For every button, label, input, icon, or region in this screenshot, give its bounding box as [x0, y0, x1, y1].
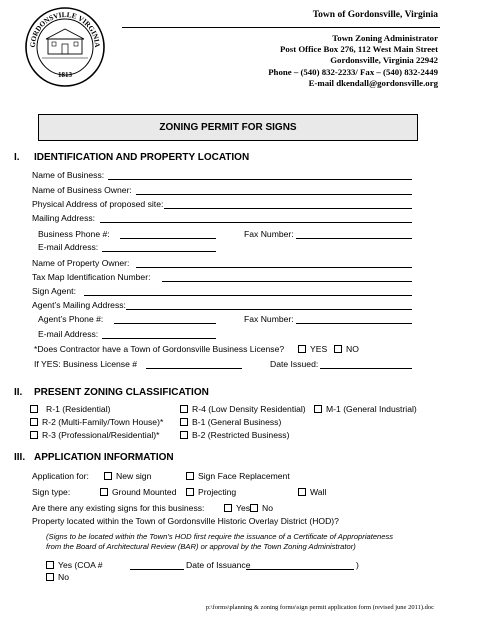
hod-note: (Signs to be located within the Town’s HOD first require the issuance of a Certificate of Appropriateness from the Board of Architectural Review (BAR) or approval by the Town Zoning Administrator): [46, 532, 394, 551]
contractor-no-option[interactable]: NO: [334, 344, 359, 354]
section-3-heading: III. APPLICATION INFORMATION: [14, 452, 174, 463]
property-owner-label: Name of Property Owner:: [32, 258, 130, 268]
date-issued-label: Date Issued:: [270, 359, 319, 369]
contractor-yes-option[interactable]: YES: [298, 344, 327, 354]
business-name-label: Name of Business:: [32, 170, 105, 180]
hod-no-option[interactable]: No: [46, 572, 69, 582]
checkbox[interactable]: [46, 573, 54, 581]
zoning-r3-option[interactable]: R-3 (Professional/Residential)*: [30, 430, 160, 440]
checkbox[interactable]: [30, 418, 38, 426]
property-owner-field[interactable]: [136, 267, 412, 268]
checkbox[interactable]: [180, 418, 188, 426]
checkbox[interactable]: [250, 504, 258, 512]
tax-map-label: Tax Map Identification Number:: [32, 272, 151, 282]
zoning-b2-option[interactable]: B-2 (Restricted Business): [180, 430, 289, 440]
physical-address-label: Physical Address of proposed site:: [32, 199, 164, 209]
contact-block: [268, 33, 438, 89]
fax-number-field[interactable]: [296, 238, 412, 239]
sign-agent-field[interactable]: [84, 295, 412, 296]
application-for-label: Application for:: [32, 471, 89, 481]
business-phone-field[interactable]: [120, 238, 216, 239]
checkbox[interactable]: [180, 405, 188, 413]
agent-phone-label: Agent’s Phone #:: [38, 314, 104, 324]
physical-address-field[interactable]: [164, 208, 412, 209]
contact-line: Phone – (540) 832-2233/ Fax – (540) 832-2449: [268, 66, 438, 77]
checkbox[interactable]: [46, 561, 54, 569]
contractor-question: *Does Contractor have a Town of Gordonsville Business License?: [34, 344, 285, 354]
mailing-address-label: Mailing Address:: [32, 213, 96, 223]
section-2-heading: II. PRESENT ZONING CLASSIFICATION: [14, 387, 209, 398]
agent-email-label: E-mail Address:: [38, 329, 99, 339]
zoning-b1-option[interactable]: B-1 (General Business): [180, 417, 281, 427]
date-of-issuance-field[interactable]: [246, 569, 354, 570]
zoning-r2-option[interactable]: R-2 (Multi-Family/Town House)*: [30, 417, 163, 427]
footer-file-path: p:\forms\planning & zoning forms\sign permit application form (revised june 2011).doc: [205, 604, 434, 611]
date-of-issuance-label: Date of Issuance: [186, 560, 251, 570]
header-rule: [122, 27, 440, 28]
checkbox[interactable]: [104, 472, 112, 480]
business-owner-label: Name of Business Owner:: [32, 185, 132, 195]
checkbox[interactable]: [30, 405, 38, 413]
checkbox[interactable]: [298, 345, 306, 353]
fax-number-label: Fax Number:: [244, 229, 294, 239]
agent-mailing-field[interactable]: [126, 309, 412, 310]
wall-option[interactable]: Wall: [298, 487, 326, 497]
projecting-option[interactable]: Projecting: [186, 487, 236, 497]
contact-line: Post Office Box 276, 112 West Main Street: [280, 44, 438, 55]
checkbox[interactable]: [314, 405, 322, 413]
mailing-address-field[interactable]: [100, 222, 412, 223]
sign-agent-label: Sign Agent:: [32, 286, 76, 296]
checkbox[interactable]: [186, 472, 194, 480]
agent-fax-field[interactable]: [296, 323, 412, 324]
hod-yes-option[interactable]: Yes (COA #: [46, 560, 103, 570]
business-license-label: If YES: Business License #: [34, 359, 138, 369]
face-replacement-option[interactable]: Sign Face Replacement: [186, 471, 290, 481]
tax-map-field[interactable]: [162, 281, 412, 282]
zoning-r4-option[interactable]: R-4 (Low Density Residential): [180, 404, 306, 414]
town-seal: [24, 6, 106, 88]
contact-line: E-mail dkendall@gordonsville.org: [308, 77, 438, 88]
contact-line: Town Zoning Administrator: [332, 33, 438, 43]
sign-type-label: Sign type:: [32, 487, 71, 497]
seal-ring-text: GORDONSVILLE VIRGINIA: [28, 10, 102, 48]
agent-phone-field[interactable]: [114, 323, 216, 324]
email-field[interactable]: [102, 251, 216, 252]
zoning-m1-option[interactable]: M-1 (General Industrial): [314, 404, 417, 414]
ground-mounted-option[interactable]: Ground Mounted: [100, 487, 177, 497]
business-license-field[interactable]: [146, 368, 242, 369]
agent-email-field[interactable]: [102, 338, 216, 339]
seal-year: 1813: [58, 71, 72, 79]
checkbox[interactable]: [30, 431, 38, 439]
checkbox[interactable]: [334, 345, 342, 353]
checkbox[interactable]: [224, 504, 232, 512]
agent-fax-label: Fax Number:: [244, 314, 294, 324]
section-1-heading: I. IDENTIFICATION AND PROPERTY LOCATION: [14, 152, 250, 163]
existing-yes-option[interactable]: Yes: [224, 503, 250, 513]
checkbox[interactable]: [180, 431, 188, 439]
business-owner-field[interactable]: [136, 194, 412, 195]
close-paren: ): [356, 560, 359, 570]
contact-line: Gordonsville, Virginia 22942: [330, 55, 438, 66]
existing-no-option[interactable]: No: [250, 503, 273, 513]
existing-signs-question: Are there any existing signs for this business:: [32, 503, 205, 513]
hod-question: Property located within the Town of Gordonsville Historic Overlay District (HOD)?: [32, 516, 339, 526]
coa-number-field[interactable]: [130, 569, 184, 570]
date-issued-field[interactable]: [320, 368, 412, 369]
checkbox[interactable]: [100, 488, 108, 496]
email-label: E-mail Address:: [38, 242, 99, 252]
zoning-r1-option[interactable]: R-1 (Residential): [30, 404, 110, 414]
agent-mailing-label: Agent’s Mailing Address:: [32, 300, 126, 310]
business-name-field[interactable]: [108, 179, 412, 180]
checkbox[interactable]: [186, 488, 194, 496]
checkbox[interactable]: [298, 488, 306, 496]
business-phone-label: Business Phone #:: [38, 229, 110, 239]
town-title: Town of Gordonsville, Virginia: [312, 10, 438, 20]
form-title-banner: ZONING PERMIT FOR SIGNS: [38, 114, 418, 141]
new-sign-option[interactable]: New sign: [104, 471, 151, 481]
